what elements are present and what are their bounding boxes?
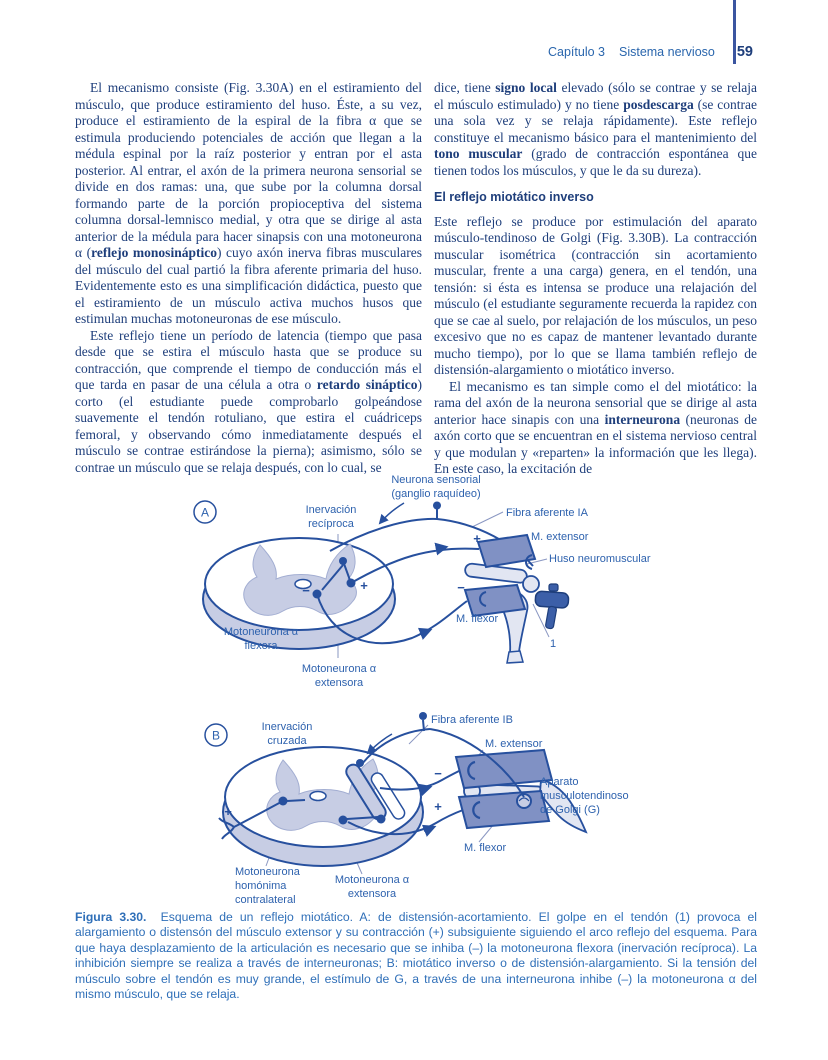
plus-sign-flexor-b: +	[434, 799, 442, 814]
reflex-diagram-svg	[75, 468, 765, 908]
paragraph-3: dice, tiene signo local elevado (sólo se contrae y se relaja el músculo estimulado) y no tiene posdescarga (se contrae una sola vez y se relaja rápidamente). Este reflejo constituye el mecanismo básico para el mantenimiento del tono muscular (grado de contracción espontánea que tienen todos los músculos, y que le da su dureza).	[434, 80, 757, 178]
spinal-cord-b	[223, 747, 423, 866]
label-huso-neuromuscular: Huso neuromuscular	[549, 553, 651, 565]
paragraph-2: Este reflejo tiene un período de latencia (tiempo que pasa desde que se estira el músculo hasta que se produce su contracción, que comprende el tiempo de conducción más el que tarda en pasar de una célula a otra o retardo sináptico) corto (el estudiante puede comprobarlo golpeándose suavemente el tendón rotuliano, que estira el cuádriceps femoral, y observando cómo inmediatamente después el músculo se contrae estirándose la pierna); asimismo, sólo se contrae un músculo que se relaja después, con lo cual, se	[75, 327, 423, 475]
diagram-b	[205, 712, 629, 906]
diagram-a	[194, 474, 651, 689]
plus-sign-crossing-b: +	[224, 804, 232, 819]
plus-sign-cord-a: +	[360, 578, 368, 593]
cord-b-central-canal	[310, 792, 326, 801]
diagram-b-badge-letter: B	[211, 728, 221, 743]
label-inervacion-reciproca-line1: Inervación	[305, 504, 357, 516]
label-mn-homonima-line1: Motoneurona	[235, 866, 300, 878]
label-m-flexor-a: M. flexor	[456, 613, 499, 625]
minus-sign-extensor-b: −	[434, 766, 442, 781]
label-m-extensor-a: M. extensor	[531, 531, 589, 543]
paragraph-5: El mecanismo es tan simple como el del miotático: la rama del axón de la neurona sensorial que se dirige al asta anterior hace sinapis con una interneurona (neuronas de axón corto que se encuentran en el sistema nervioso central y que modulan y «reparten» la información que les llega). En este caso, la excitación de	[434, 378, 757, 476]
label-fibra-aferente-ia: Fibra aferente IA	[506, 507, 588, 519]
figure-caption: Figura 3.30. Esquema de un reflejo miotático. A: de distensión-acortamiento. El golpe en el tendón (1) provoca el alargamiento o distensón del músculo extensor y su contracción (+) subsiguiente siguiendo el arco reflejo del esquema. Para que haya desplazamiento de la articulación es necesario que se inhiba (–) la motoneurona flexora (inervación recíproca). La inhibición siempre se realiza a través de interneuronas; B: miotático inverso o de distensión-alargamiento. Si la tensión del músculo sobre el tendón es muy grande, el estímulo de G, a través de una interneurona inhibe (–) la motoneurona α del mismo músculo, que se relaja.	[75, 910, 757, 1002]
label-mn-homonima-line3: contralateral	[235, 894, 296, 906]
label-mn-flexora-line2: flexora	[244, 640, 278, 652]
section-label: Sistema nervioso	[618, 45, 715, 59]
knee-condyle-a	[523, 576, 539, 592]
extensor-muscle-b	[456, 750, 552, 788]
label-mn-flexora-line1: Motoneurona α	[223, 626, 299, 638]
label-inervacion-cruzada-line2: cruzada	[267, 735, 307, 747]
extensor-motoneuron-b	[339, 816, 348, 825]
label-fibra-aferente-ib: Fibra aferente IB	[431, 714, 513, 726]
page-header	[548, 44, 753, 60]
text-column-right	[434, 80, 757, 478]
diagram-a-badge-letter: A	[200, 505, 210, 520]
leader-fibra-ib	[409, 725, 428, 744]
label-neurona-sensorial-line2: (ganglio raquídeo)	[391, 488, 481, 500]
paragraph-1: El mecanismo consiste (Fig. 3.30A) en el estiramiento del músculo, que produce estiramiento del huso. Éste, a su vez, produce el estiramiento de la espiral de la fibra α que se estimula produciendo potenciales de acción que llegan a la médula espinal por la raíz posterior y entran por el asta posterior. Al entrar, el axón de la primera neurona sensorial se divide en dos ramas: una, que sube por la columna dorsal formando parte de la porción propioceptiva del sistema columna dorsal-lemnisco medial, y otra que se dirige al asta anterior de la médula para hacer sinapsis con una motoneurona α (reflejo monosináptico) cuyo axón inerva fibras musculares del músculo del cual partió la fibra aferente primaria del huso. Evidentemente esto es una simplificación didáctica, puesto que el estiramiento de un músculo activa muchos husos que estimulan muchas motoneuronas de ese músculo.	[75, 80, 422, 326]
text-columns	[75, 80, 757, 478]
label-aparato-line1: Aparato	[540, 776, 579, 788]
hammer-knob	[549, 584, 558, 591]
label-inervacion-reciproca-line2: recíproca	[308, 518, 354, 530]
label-mn-extensora-b-line1: Motoneurona α	[334, 874, 410, 886]
minus-sign-cord-a: −	[302, 583, 310, 598]
label-m-extensor-b: M. extensor	[485, 738, 543, 750]
label-inervacion-cruzada-line1: Inervación	[261, 721, 313, 733]
page-number: 59	[736, 44, 753, 60]
label-mn-extensora-line2: extensora	[314, 677, 364, 689]
paragraph-4: Este reflejo se produce por estimulación del aparato músculo-tendinoso de Golgi (Fig. 3.30B). La contracción muscular isométrica (contracción sin acortamiento muscular, frente a una carga) genera, en el tendón, una tensión: si ésta es intensa se produce una relajación del músculo (el estudiante seguramente recuerda la rapidez con que se cae al suelo, por relajación de los músculos, un peso excesivo que no es capaz de mantener levantado durante mucho tiempo), por lo que se llama también reflejo de distensión-alargamiento o miotático inverso.	[434, 213, 757, 377]
section-heading: El reflejo miotático inverso	[434, 190, 594, 204]
interneuron-a	[339, 557, 347, 565]
figure-3-30	[75, 468, 765, 908]
leader-fibra-ia	[472, 512, 503, 527]
label-aparato-line2: musculotendinoso	[540, 790, 629, 802]
ganglion-a	[433, 502, 441, 510]
text-column-left	[75, 80, 422, 478]
direction-arrow-b1	[368, 734, 392, 753]
ganglion-b	[419, 712, 427, 720]
label-mn-extensora-line1: Motoneurona α	[301, 663, 377, 675]
knee-a	[464, 535, 539, 663]
label-neurona-sensorial-line1: Neurona sensorial	[391, 474, 481, 486]
label-mn-homonima-line2: homónima	[235, 880, 287, 892]
minus-sign-flexor-a: −	[457, 580, 465, 595]
ankle-a	[507, 651, 523, 663]
label-mn-extensora-b-line2: extensora	[347, 888, 397, 900]
label-hammer-number: 1	[549, 638, 557, 650]
label-m-flexor-b: M. flexor	[464, 842, 507, 854]
label-aparato-line3: de Golgi (G)	[540, 804, 600, 816]
hammer-head	[535, 591, 569, 608]
chapter-label: Capítulo 3	[548, 45, 605, 59]
hammer-shaft	[545, 606, 557, 629]
reflex-hammer-icon	[535, 584, 569, 629]
plus-sign-extensor-a: +	[473, 531, 481, 546]
direction-arrow-a1	[380, 503, 404, 523]
crossing-link-b	[287, 800, 305, 801]
interneuron-node-b	[377, 815, 386, 824]
